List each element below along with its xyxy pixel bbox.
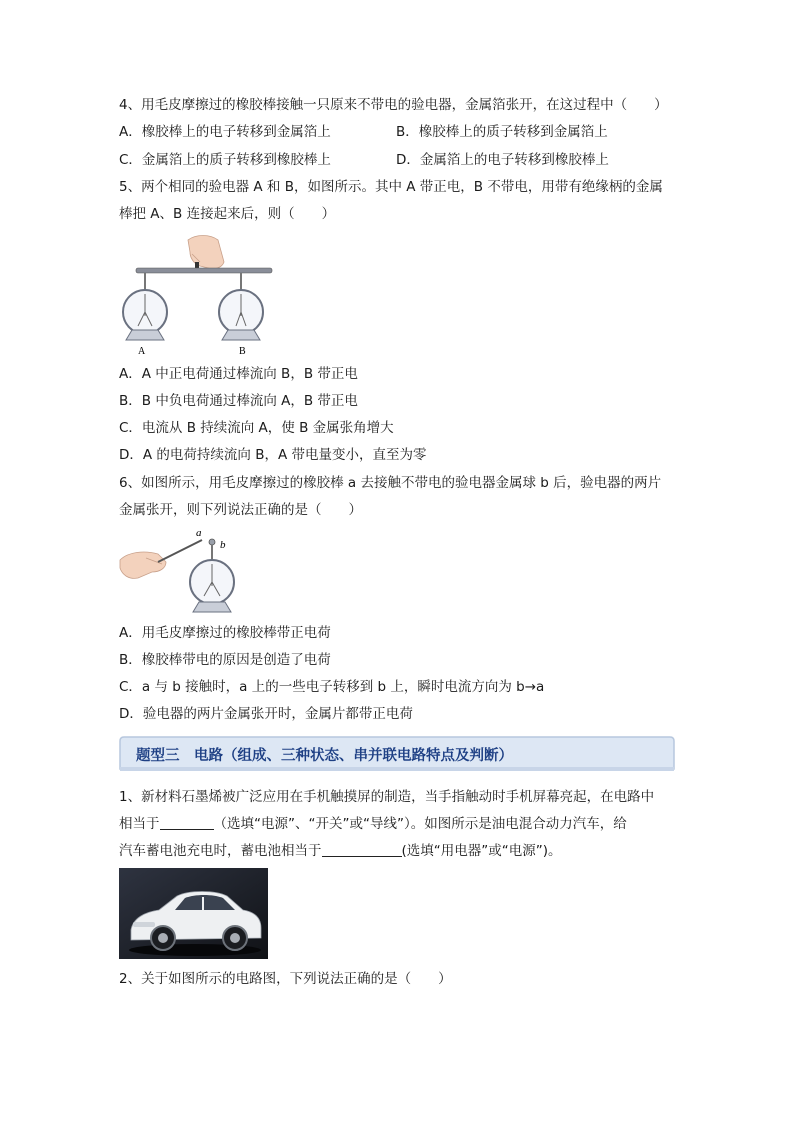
q4-option-c: C．金属箔上的质子转移到橡胶棒上 <box>119 152 331 168</box>
label-b: B <box>239 346 246 357</box>
section-banner <box>118 735 676 773</box>
answer-blank-2[interactable] <box>322 842 402 857</box>
q6-stem-line1: 6、如图所示，用毛皮摩擦过的橡胶棒 a 去接触不带电的验电器金属球 b 后，验电器的两片 <box>119 475 662 491</box>
q6-stem-line2: 金属张开，则下列说法正确的是（ ） <box>119 502 362 518</box>
q5-option-d: D．A 的电荷持续流向 B，A 带电量变小，直至为零 <box>119 447 427 463</box>
q5-option-a: A．A 中正电荷通过棒流向 B，B 带正电 <box>119 366 358 382</box>
electroscope-b <box>219 273 263 340</box>
electroscope <box>190 539 234 612</box>
label-a: A <box>138 346 146 357</box>
q6-option-b: B．橡胶棒带电的原因是创造了电荷 <box>119 652 331 668</box>
s3q1-line2 <box>119 815 627 833</box>
metal-rod <box>136 268 272 273</box>
q6-electroscope-figure <box>118 524 248 616</box>
answer-blank-1[interactable] <box>160 815 214 830</box>
q5-option-b: B．B 中负电荷通过棒流向 A，B 带正电 <box>119 393 358 409</box>
s3q1-line2-suffix: （选填“电源”、“开关”或“导线”）。如图所示是油电混合动力汽车，给 <box>213 816 627 832</box>
hybrid-car-photo <box>119 868 268 959</box>
q5-stem-line1: 5、两个相同的验电器 A 和 B，如图所示。其中 A 带正电，B 不带电，用带有绝缘柄的金属 <box>119 179 663 195</box>
hand-illustration <box>188 236 224 269</box>
q6-option-d: D．验电器的两片金属张开时，金属片都带正电荷 <box>119 706 413 722</box>
q4-option-d: D．金属箔上的电子转移到橡胶棒上 <box>396 152 609 168</box>
label-a: a <box>196 527 202 539</box>
s3q1-line3-prefix: 汽车蓄电池充电时，蓄电池相当于 <box>119 843 322 859</box>
q4-stem: 4、用毛皮摩擦过的橡胶棒接触一只原来不带电的验电器，金属箔张开，在这过程中（ ） <box>119 97 668 113</box>
q6-option-c: C．a 与 b 接触时，a 上的一些电子转移到 b 上，瞬时电流方向为 b→a <box>119 679 545 695</box>
s3q1-line2-prefix: 相当于 <box>119 816 160 832</box>
q4-option-b: B．橡胶棒上的质子转移到金属箔上 <box>396 124 608 140</box>
q6-option-a: A．用毛皮摩擦过的橡胶棒带正电荷 <box>119 625 331 641</box>
q5-option-c: C．电流从 B 持续流向 A，使 B 金属张角增大 <box>119 420 394 436</box>
q5-stem-line2: 棒把 A、B 连接起来后，则（ ） <box>119 206 336 222</box>
rubber-rod <box>158 540 202 562</box>
q5-electroscopes-figure <box>118 232 278 360</box>
hand-illustration <box>120 552 166 578</box>
s3q1-line1: 1、新材料石墨烯被广泛应用在手机触摸屏的制造，当手指触动时手机屏幕亮起，在电路中 <box>119 789 655 805</box>
s3q1-line3-suffix: (选填“用电器”或“电源”)。 <box>401 843 562 859</box>
s3q2-stem: 2、关于如图所示的电路图，下列说法正确的是（ ） <box>119 971 452 987</box>
label-b: b <box>220 539 226 551</box>
q4-option-a: A．橡胶棒上的电子转移到金属箔上 <box>119 124 331 140</box>
electroscope-a <box>123 273 167 340</box>
section-title: 题型三 电路（组成、三种状态、串并联电路特点及判断） <box>136 748 513 764</box>
s3q1-line3 <box>119 842 562 860</box>
